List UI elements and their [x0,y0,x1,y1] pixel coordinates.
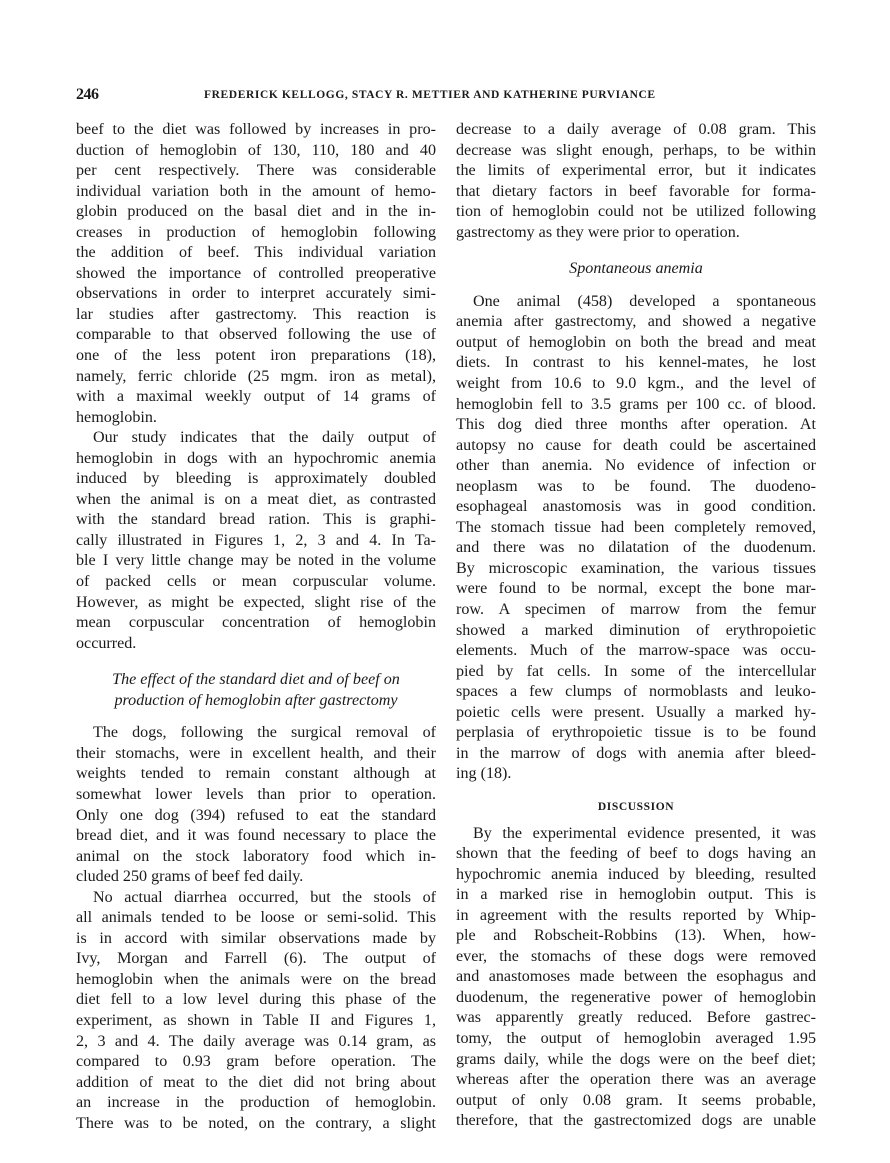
text-line: when the animal is on a meat diet, as contrasted [76,490,436,508]
text-line: output of hemoglobin on both the bread and meat [456,333,816,351]
text-line: cluded 250 grams of beef fed daily. [76,868,304,886]
text-line: perplasia of erythropoietic tissue is to be found [456,724,816,742]
text-line: cally illustrated in Figures 1, 2, 3 and 4. In Ta- [76,531,436,549]
text-line: in agreement with the results reported by Whip- [456,906,816,924]
right-column [456,120,816,1132]
text-line: By microscopic examination, the various tissues [456,559,816,577]
text-line: output of only 0.08 gram. It seems probable, [456,1091,816,1109]
paragraph [456,824,816,1132]
text-line: hemoglobin fell to 3.5 grams per 100 cc. of blood. [456,395,816,413]
text-line: pied by fat cells. In some of the intercellular [456,662,816,680]
left-column [76,120,436,1134]
paragraph [456,120,816,243]
text-line: The stomach tissue had been completely removed, [456,518,816,536]
text-line: shown that the feeding of beef to dogs having an [456,845,816,863]
text-line: with the standard bread ration. This is graphi- [76,511,436,529]
text-line: weights tended to remain constant although at [76,765,436,783]
text-line: were found to be normal, except the bone mar- [456,580,816,598]
text-line: autopsy no cause for death could be ascertained [456,436,816,454]
text-line: one of the less potent iron preparations (18), [76,347,436,365]
text-line: duodenum, the regenerative power of hemoglobin [456,988,816,1006]
text-line: compared to 0.93 gram before operation. The [76,1053,436,1071]
text-line: whereas after the operation there was an average [456,1071,816,1089]
text-line: with a maximal weekly output of 14 grams of [76,388,436,406]
heading-line: The effect of the standard diet and of beef on [112,671,400,689]
text-line: and there was no dilatation of the duodenum. [456,539,816,557]
text-line: decrease to a daily average of 0.08 gram. This [456,121,816,138]
text-line: all animals tended to be loose or semi-solid. This [76,909,436,927]
text-line: However, as might be expected, slight rise of the [76,593,436,611]
text-line: globin produced on the basal diet and in the in- [76,203,436,221]
text-line: weight from 10.6 to 9.0 kgm., and the level of [456,375,816,393]
text-line: per cent respectively. There was considerable [76,162,436,180]
text-line: comparable to that observed following the use of [76,326,436,344]
text-line: hemoglobin. [76,408,157,426]
text-line: in the marrow of dogs with anemia after bleed- [456,744,816,762]
text-line: observations in order to interpret accurately simi- [76,285,436,303]
text-line: creases in production of hemoglobin following [76,223,436,241]
text-line: namely, ferric chloride (25 mgm. iron as metal), [76,367,436,385]
text-line: was apparently greatly reduced. Before gastrec- [456,1009,816,1027]
text-line: showed a marked diminution of erythropoietic [456,621,816,639]
text-line: By the experimental evidence presented, it was [473,824,816,842]
text-line: esophageal anastomosis was in good condition. [456,498,816,516]
text-line: decrease was slight enough, perhaps, to be within [456,141,816,159]
text-line: 2, 3 and 4. The daily average was 0.14 gram, as [76,1032,436,1050]
text-line: occurred. [76,634,137,652]
text-line: duction of hemoglobin of 130, 110, 180 and 40 [76,141,436,159]
paragraph [76,428,436,654]
text-line: elements. Much of the marrow-space was occu- [456,642,816,660]
text-line: hemoglobin in dogs with an hypochromic anemia [76,449,436,467]
text-line: mean corpuscular concentration of hemoglobin [76,614,436,632]
text-line: ing (18). [456,765,512,783]
page-header [76,86,816,106]
text-line: row. A specimen of marrow from the femur [456,601,816,619]
text-line: anemia after gastrectomy, and showed a negative [456,313,816,331]
text-line: neoplasm was to be found. The duodeno- [456,477,816,495]
heading-line: production of hemoglobin after gastrectomy [114,691,398,709]
text-line: Only one dog (394) refused to eat the standard [76,806,436,824]
section-heading [76,670,436,711]
text-line: Our study indicates that the daily output of [93,429,436,447]
text-line: somewhat lower levels than prior to operation. [76,785,436,803]
text-line: experiment, as shown in Table II and Figures 1, [76,1011,436,1029]
text-line: is in accord with similar observations made by [76,929,436,947]
text-line: other than anemia. No evidence of infection or [456,457,816,475]
text-line: their stomachs, were in excellent health, and their [76,744,436,762]
paragraph [76,120,436,428]
text-line: the addition of beef. This individual variation [76,244,436,262]
running-head: FREDERICK KELLOGG, STACY R. METTIER AND KATHERINE PURVIANCE [204,89,656,101]
discussion-heading: DISCUSSION [597,800,675,813]
paragraph [76,888,436,1135]
text-line: induced by bleeding is approximately doubled [76,470,436,488]
text-line: ble I very little change may be noted in the volume [76,552,436,570]
text-line: gastrectomy as they were prior to operation. [456,223,740,241]
text-line: the limits of experimental error, but it indicates [456,162,816,180]
text-line: hemoglobin when the animals were on the bread [76,970,436,988]
paragraph [76,723,436,887]
text-line: ever, the stomachs of these dogs were removed [456,947,816,965]
text-line: in a marked rise in hemoglobin output. This is [456,886,816,904]
text-line: showed the importance of controlled preoperative [76,264,436,282]
text-line: tomy, the output of hemoglobin averaged 1.95 [456,1029,816,1047]
text-line: beef to the diet was followed by increases in pro- [76,121,436,138]
text-line: spaces a few clumps of normoblasts and leuko- [456,683,816,701]
text-line: One animal (458) developed a spontaneous [473,292,816,310]
text-line: an increase in the production of hemoglobin. [76,1094,436,1112]
text-line: tion of hemoglobin could not be utilized following [456,203,816,221]
text-line: Ivy, Morgan and Farrell (6). The output of [76,950,436,968]
section-heading: Spontaneous anemia [569,260,703,278]
text-line: poietic cells were present. Usually a marked hy- [456,703,816,721]
page-number: 246 [76,86,99,103]
text-line: There was to be noted, on the contrary, a slight [76,1114,436,1132]
text-line: hypochromic anemia induced by bleeding, resulted [456,865,816,883]
text-line: grams daily, while the dogs were on the beef diet; [456,1050,816,1068]
text-line: and anastomoses made between the esophagus and [456,968,816,986]
text-line: This dog died three months after operation. At [456,416,816,434]
text-line: that dietary factors in beef favorable for forma- [456,182,816,200]
text-line: addition of meat to the diet did not bring about [76,1073,436,1091]
text-line: diets. In contrast to his kennel-mates, he lost [456,354,816,372]
paragraph [456,292,816,785]
text-line: of packed cells or mean corpuscular volume. [76,573,436,591]
text-line: diet fell to a low level during this phase of the [76,991,436,1009]
text-line: therefore, that the gastrectomized dogs are unable [456,1112,816,1130]
text-line: ple and Robscheit-Robbins (13). When, how- [456,927,816,945]
text-line: No actual diarrhea occurred, but the stools of [93,888,436,906]
text-line: bread diet, and it was found necessary to place the [76,827,436,845]
text-line: lar studies after gastrectomy. This reaction is [76,305,436,323]
text-line: animal on the stock laboratory food which in- [76,847,436,865]
text-line: The dogs, following the surgical removal of [93,724,436,742]
text-line: individual variation both in the amount of hemo- [76,182,436,200]
